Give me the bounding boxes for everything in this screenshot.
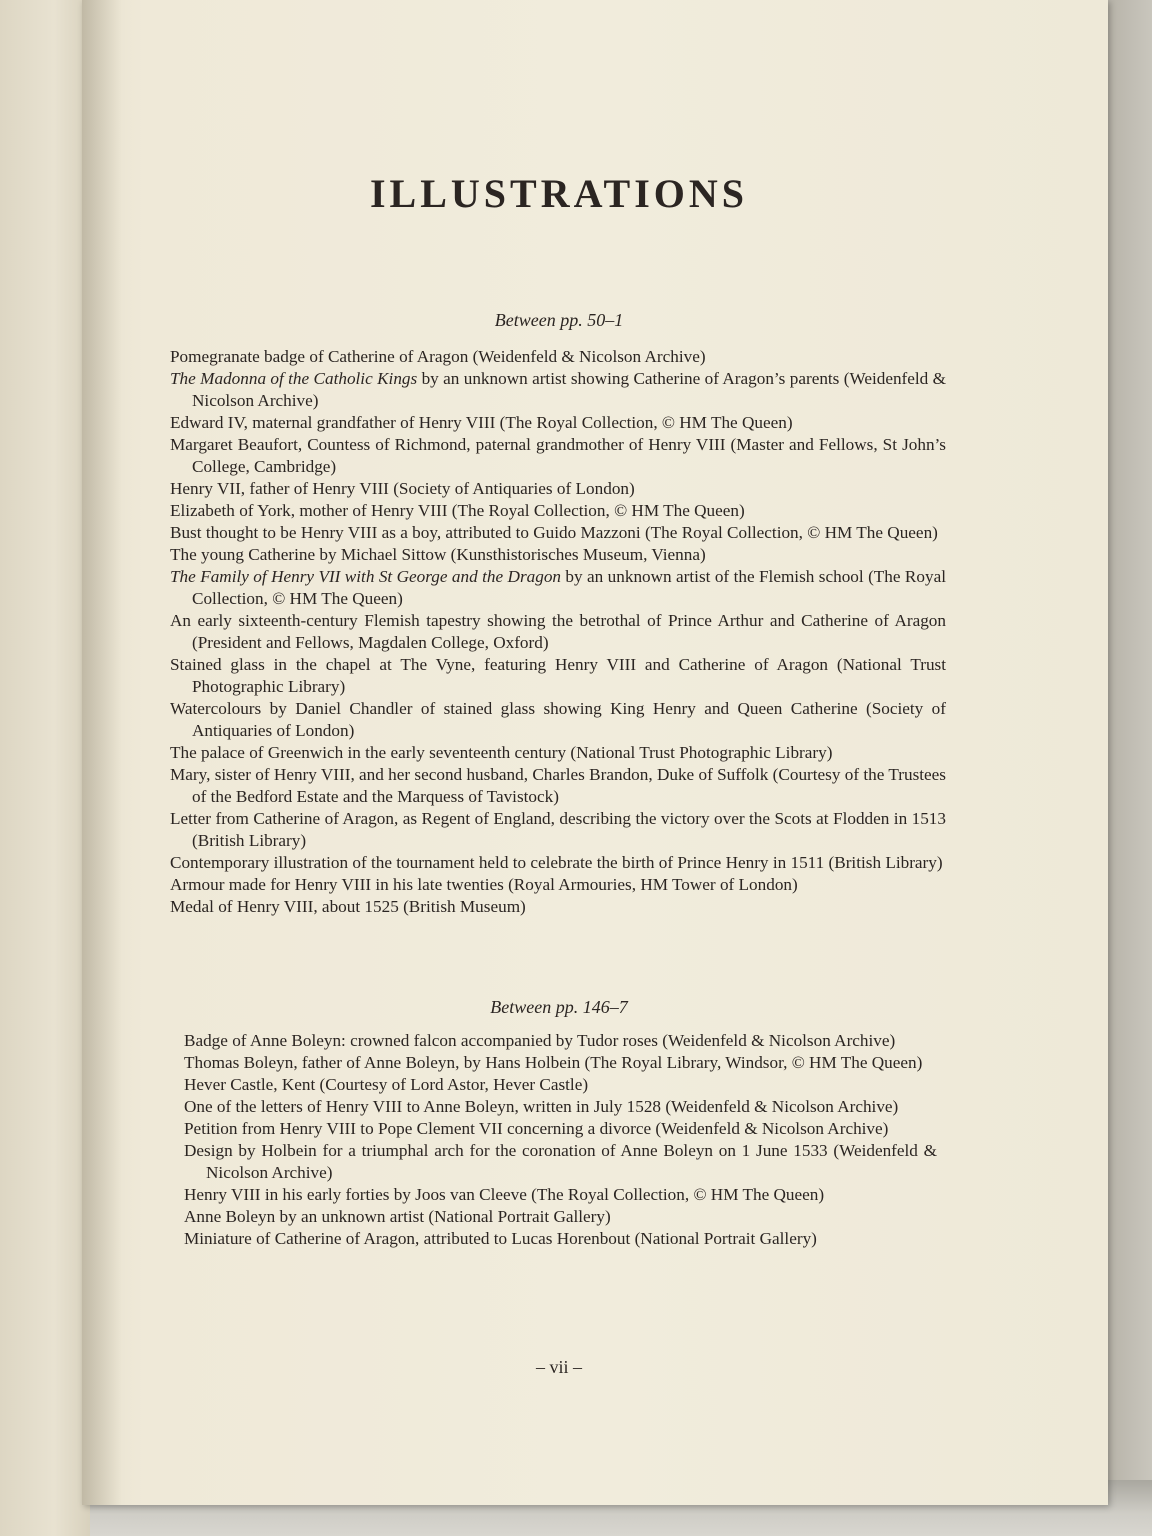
item-text: Medal of Henry VIII, about 1525 (British Museum) <box>170 897 526 916</box>
illustration-list-1 <box>170 346 946 918</box>
list-item <box>170 434 946 478</box>
list-item <box>170 874 946 896</box>
list-item <box>170 368 946 412</box>
item-text: Mary, sister of Henry VIII, and her second husband, Charles Brandon, Duke of Suffolk (Courtesy of the Trustees of the Bedford Estate and the Marquess of Tavistock) <box>170 765 946 806</box>
item-text: by an unknown artist showing Catherine of Aragon’s parents (Weidenfeld & Nicolson Archive) <box>192 369 946 410</box>
item-text: Thomas Boleyn, father of Anne Boleyn, by Hans Holbein (The Royal Library, Windsor, © HM The Queen) <box>184 1053 923 1072</box>
item-text: Design by Holbein for a triumphal arch for the coronation of Anne Boleyn on 1 June 1533 (Weidenfeld & Nicolson Archive) <box>184 1141 937 1182</box>
list-item <box>170 500 946 522</box>
list-item <box>184 1228 937 1250</box>
item-text: Anne Boleyn by an unknown artist (National Portrait Gallery) <box>184 1207 611 1226</box>
item-text: Watercolours by Daniel Chandler of stained glass showing King Henry and Queen Catherine (Society of Antiquaries of London) <box>170 699 946 740</box>
item-text: Stained glass in the chapel at The Vyne, featuring Henry VIII and Catherine of Aragon (National Trust Photographic Library) <box>170 655 946 696</box>
list-item <box>184 1052 937 1074</box>
list-item <box>170 412 946 434</box>
item-text: Letter from Catherine of Aragon, as Regent of England, describing the victory over the Scots at Flodden in 1513 (British Library) <box>170 809 946 850</box>
list-item <box>184 1096 937 1118</box>
list-item <box>170 764 946 808</box>
item-text: Henry VIII in his early forties by Joos van Cleeve (The Royal Collection, © HM The Queen) <box>184 1185 825 1204</box>
artwork-title: The Family of Henry VII with St George and the Dragon <box>170 567 562 586</box>
item-text: Edward IV, maternal grandfather of Henry VIII (The Royal Collection, © HM The Queen) <box>170 413 793 432</box>
item-text: Margaret Beaufort, Countess of Richmond, paternal grandmother of Henry VIII (Master and Fellows, St John’s College, Cambridge) <box>170 435 946 476</box>
list-item <box>184 1118 937 1140</box>
list-item <box>170 478 946 500</box>
item-text: Henry VII, father of Henry VIII (Society of Antiquaries of London) <box>170 479 635 498</box>
list-item <box>170 610 946 654</box>
artwork-title: The Madonna of the Catholic Kings <box>170 369 418 388</box>
list-item <box>184 1074 937 1096</box>
item-text: Miniature of Catherine of Aragon, attributed to Lucas Horenbout (National Portrait Gallery) <box>184 1229 817 1248</box>
illustration-list-2 <box>184 1030 937 1250</box>
item-text: Armour made for Henry VIII in his late twenties (Royal Armouries, HM Tower of London) <box>170 875 798 894</box>
item-text: by an unknown artist of the Flemish school (The Royal Collection, © HM The Queen) <box>192 567 946 608</box>
list-item <box>170 896 946 918</box>
list-item <box>184 1030 937 1052</box>
item-text: One of the letters of Henry VIII to Anne Boleyn, written in July 1528 (Weidenfeld & Nicolson Archive) <box>184 1097 899 1116</box>
list-item <box>170 544 946 566</box>
section-heading-2: Between pp. 146–7 <box>490 997 628 1017</box>
item-text: Bust thought to be Henry VIII as a boy, attributed to Guido Mazzoni (The Royal Collection, © HM The Queen) <box>170 523 938 542</box>
list-item <box>170 566 946 610</box>
list-item <box>184 1184 937 1206</box>
item-text: An early sixteenth-century Flemish tapestry showing the betrothal of Prince Arthur and Catherine of Aragon (President and Fellows, Magdalen College, Oxford) <box>170 611 946 652</box>
list-item <box>184 1206 937 1228</box>
facing-page-edge <box>0 0 90 1536</box>
item-text: The palace of Greenwich in the early seventeenth century (National Trust Photographic Library) <box>170 743 833 762</box>
item-text: Petition from Henry VIII to Pope Clement VII concerning a divorce (Weidenfeld & Nicolson Archive) <box>184 1119 889 1138</box>
page-number: – vii – <box>535 1357 582 1377</box>
item-text: The young Catherine by Michael Sittow (Kunsthistorisches Museum, Vienna) <box>170 545 706 564</box>
list-item <box>170 742 946 764</box>
item-text: Pomegranate badge of Catherine of Aragon (Weidenfeld & Nicolson Archive) <box>170 347 706 366</box>
section-heading-1: Between pp. 50–1 <box>494 310 624 330</box>
item-text: Badge of Anne Boleyn: crowned falcon accompanied by Tudor roses (Weidenfeld & Nicolson Archive) <box>184 1031 896 1050</box>
item-text: Elizabeth of York, mother of Henry VIII (The Royal Collection, © HM The Queen) <box>170 501 745 520</box>
list-item <box>170 698 946 742</box>
list-item <box>184 1140 937 1184</box>
list-item <box>170 346 946 368</box>
list-item <box>170 852 946 874</box>
list-item <box>170 808 946 852</box>
list-item <box>170 522 946 544</box>
list-item <box>170 654 946 698</box>
item-text: Contemporary illustration of the tournament held to celebrate the birth of Prince Henry in 1511 (British Library) <box>170 853 943 872</box>
page-title: ILLUSTRATIONS <box>369 171 749 216</box>
item-text: Hever Castle, Kent (Courtesy of Lord Astor, Hever Castle) <box>184 1075 589 1094</box>
gutter-shadow <box>82 0 122 1505</box>
